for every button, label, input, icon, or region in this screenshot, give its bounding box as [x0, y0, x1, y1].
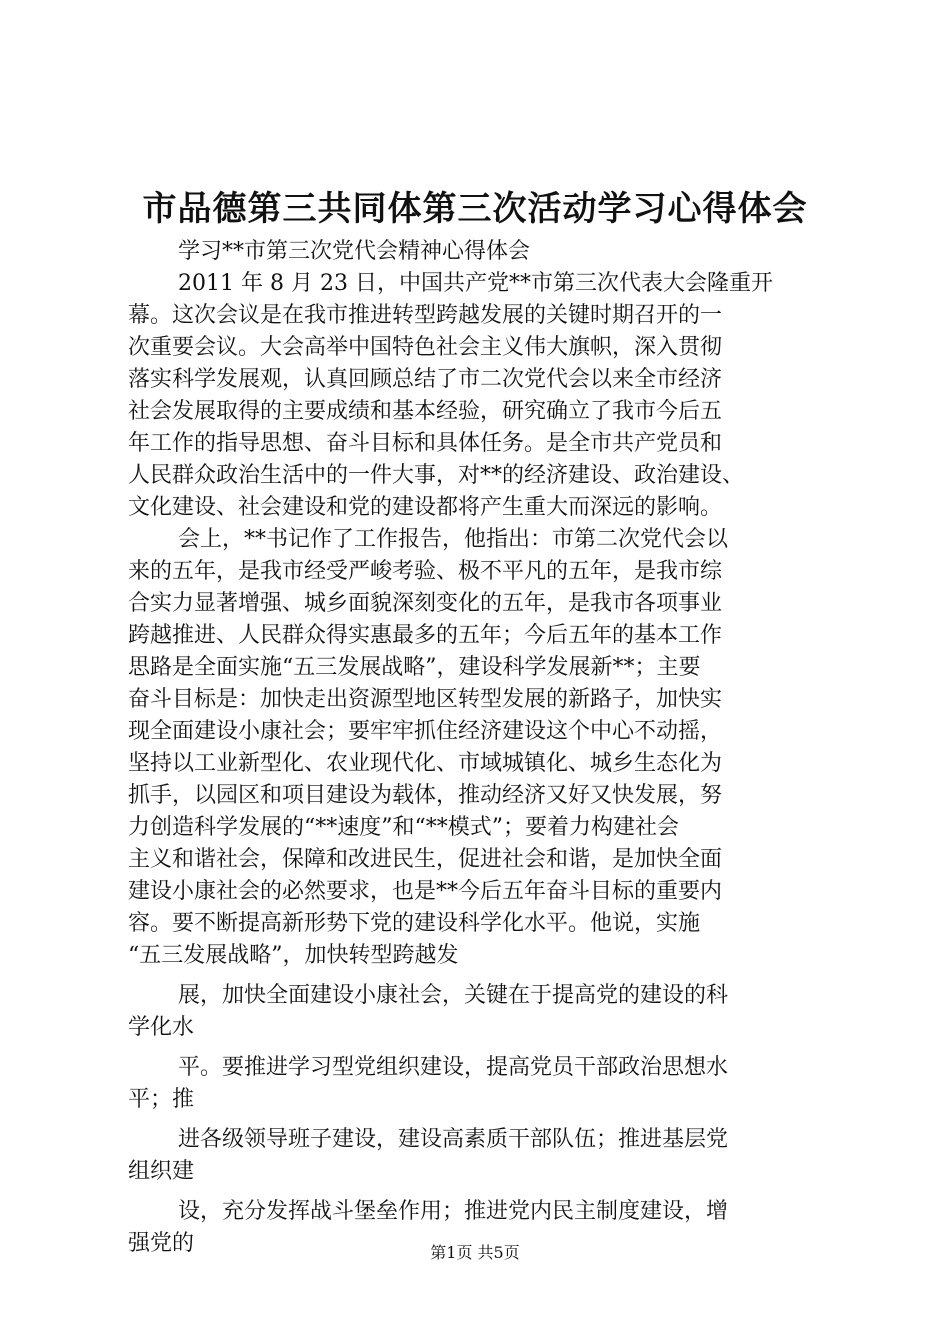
paragraph-line: 次重要会议。大会高举中国特色社会主义伟大旗帜，深入贯彻 [128, 335, 723, 360]
paragraph-line: 思路是全面实施“五三发展战略”，建设科学发展新**；主要 [128, 655, 701, 680]
paragraph-line: 落实科学发展观，认真回顾总结了市二次党代会以来全市经济 [128, 367, 723, 392]
paragraph-line: 社会发展取得的主要成绩和基本经验，研究确立了我市今后五 [128, 399, 723, 424]
paragraph-line: 年工作的指导思想、奋斗目标和具体任务。是全市共产党员和 [128, 431, 723, 456]
paragraph-line: 幕。这次会议是在我市推进转型跨越发展的关键时期召开的一 [128, 303, 723, 328]
paragraph-line: 会上，**书记作了工作报告，他指出：市第二次党代会以 [178, 527, 729, 552]
document-body [128, 236, 838, 1260]
paragraph-line: 强党的 [128, 1231, 195, 1256]
paragraph-line: 抓手，以园区和项目建设为载体，推动经济又好又快发展，努 [128, 783, 723, 808]
paragraph-line: 奋斗目标是：加快走出资源型地区转型发展的新路子，加快实 [128, 687, 723, 712]
paragraph-line: 现全面建设小康社会；要牢牢抓住经济建设这个中心不动摇， [128, 719, 723, 744]
paragraph-line: 学化水 [128, 1015, 195, 1040]
paragraph-line: 2011 年 8 月 23 日，中国共产党**市第三次代表大会隆重开 [178, 271, 773, 296]
paragraph-line: 合实力显著增强、城乡面貌深刻变化的五年，是我市各项事业 [128, 591, 723, 616]
paragraph-line: 建设小康社会的必然要求，也是**今后五年奋斗目标的重要内 [128, 879, 723, 904]
paragraph-line: 人民群众政治生活中的一件大事，对**的经济建设、政治建设、 [128, 463, 745, 488]
paragraph-line: “五三发展战略”，加快转型跨越发 [128, 943, 459, 968]
paragraph-line: 展，加快全面建设小康社会，关键在于提高党的建设的科 [178, 983, 729, 1008]
paragraph-line: 文化建设、社会建设和党的建设都将产生重大而深远的影响。 [128, 495, 723, 520]
paragraph-line: 来的五年，是我市经受严峻考验、极不平凡的五年，是我市综 [128, 559, 723, 584]
document-title: 市品德第三共同体第三次活动学习心得体会 [142, 189, 808, 229]
paragraph-line: 力创造科学发展的“**速度”和“**模式”；要着力构建社会 [128, 815, 679, 840]
paragraph-line: 进各级领导班子建设，建设高素质干部队伍；推进基层党 [178, 1127, 729, 1152]
page-number: 第1页 共5页 [430, 1243, 520, 1262]
paragraph-line: 平。要推进学习型党组织建设，提高党员干部政治思想水 [178, 1055, 729, 1080]
paragraph-line: 坚持以工业新型化、农业现代化、市域城镇化、城乡生态化为 [128, 751, 723, 776]
paragraph-line: 设，充分发挥战斗堡垒作用；推进党内民主制度建设，增 [178, 1199, 729, 1224]
paragraph-line: 跨越推进、人民群众得实惠最多的五年；今后五年的基本工作 [128, 623, 723, 648]
subtitle-line: 学习**市第三次党代会精神心得体会 [178, 239, 531, 264]
paragraph-line: 主义和谐社会，保障和改进民生，促进社会和谐，是加快全面 [128, 847, 723, 872]
paragraph-line: 容。要不断提高新形势下党的建设科学化水平。他说，实施 [128, 911, 701, 936]
paragraph-line: 平；推 [128, 1087, 195, 1112]
paragraph-line: 组织建 [128, 1159, 195, 1184]
